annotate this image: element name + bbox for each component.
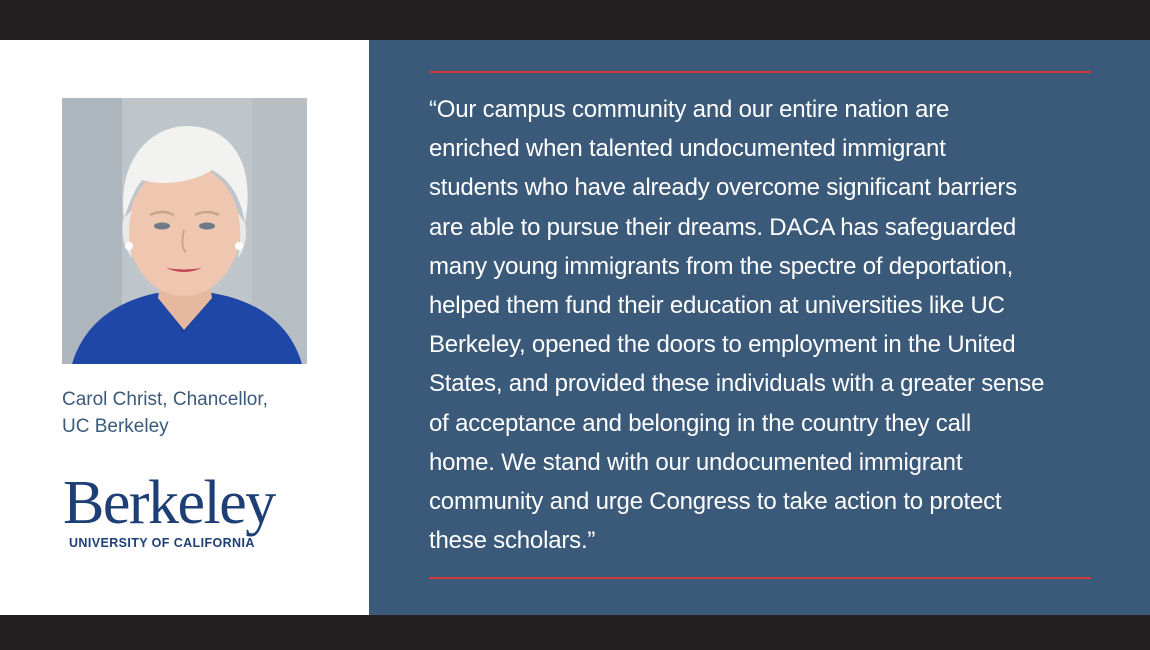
- bottom-red-rule: [429, 577, 1091, 579]
- quote-panel: [369, 40, 1150, 615]
- quote-line: community and urge Congress to take action to protect: [429, 488, 1002, 516]
- quote-line: “Our campus community and our entire nation are: [429, 96, 950, 123]
- quote-line: of acceptance and belonging in the country they call: [429, 409, 971, 437]
- logo-wordmark: Berkeley: [63, 469, 275, 537]
- speaker-affiliation: UC Berkeley: [62, 416, 169, 437]
- speaker-caption: [62, 386, 352, 440]
- speaker-panel: [0, 40, 369, 615]
- speaker-portrait: [62, 98, 307, 364]
- berkeley-logo: [63, 469, 303, 554]
- quote-line: home. We stand with our undocumented immigrant: [429, 448, 963, 476]
- quote-line: States, and provided these individuals with a greater sense: [429, 370, 1045, 398]
- quote-text: [429, 90, 1109, 560]
- top-red-rule: [429, 71, 1091, 73]
- quote-line: these scholars.”: [429, 527, 596, 555]
- logo-subtitle: UNIVERSITY OF CALIFORNIA: [69, 536, 255, 550]
- quote-line: enriched when talented undocumented immigrant: [429, 135, 946, 163]
- speaker-name-title: Carol Christ, Chancellor,: [62, 389, 268, 410]
- quote-line: helped them fund their education at universities like UC: [429, 292, 1005, 320]
- quote-line: many young immigrants from the spectre of deportation,: [429, 252, 1014, 280]
- quote-line: students who have already overcome significant barriers: [429, 174, 1017, 202]
- quote-line: are able to pursue their dreams. DACA has safeguarded: [429, 213, 1017, 241]
- quote-line: Berkeley, opened the doors to employment in the United: [429, 331, 1016, 359]
